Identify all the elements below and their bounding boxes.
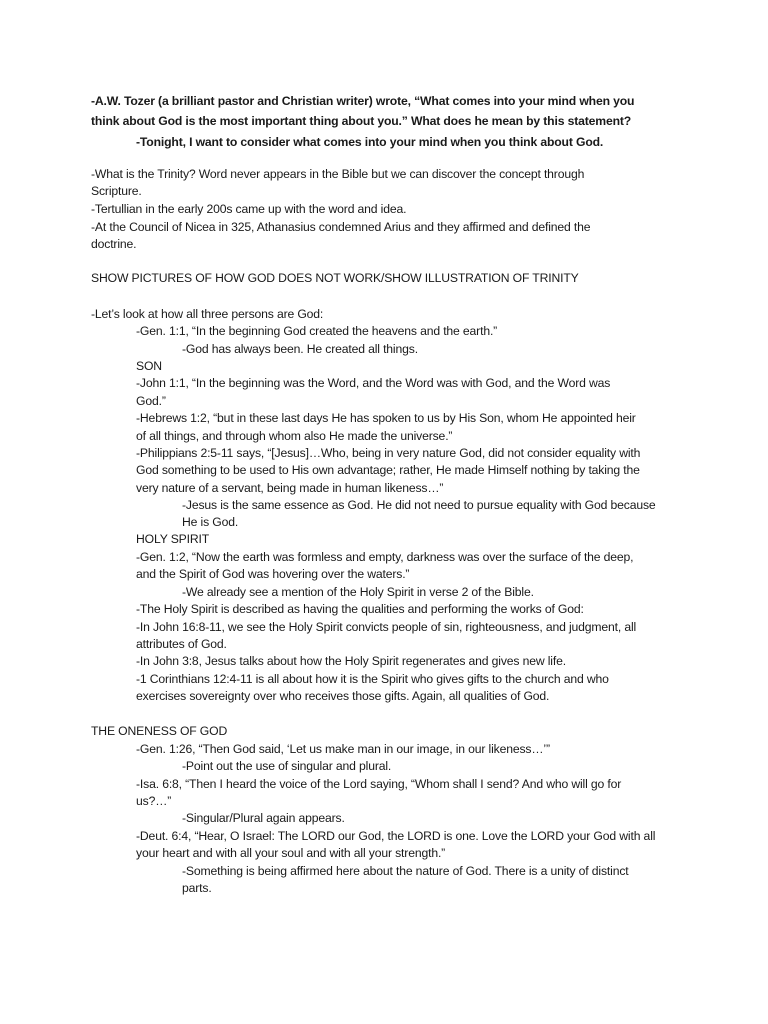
singular-plural-line: -Point out the use of singular and plural. [182,759,392,773]
gen-1-2-line-1: -Gen. 1:2, “Now the earth was formless and empty, darkness was over the surface of the deep, [136,550,634,564]
philippians-line-2: God something to be used to His own advantage; rather, He made Himself nothing by taking the [136,463,640,477]
corinthians-line-2: exercises sovereignty over who receives those gifts. Again, all qualities of God. [136,689,550,703]
gen-1-26-line: -Gen. 1:26, “Then God said, ‘Let us make man in our image, in our likeness…’” [136,742,550,756]
trinity-question-line-2: Scripture. [91,184,142,198]
god-always-been-line: -God has always been. He created all things. [182,342,418,356]
philippians-line-3: very nature of a servant, being made in human likeness…” [136,481,444,495]
jesus-essence-line-1: -Jesus is the same essence as God. He did not need to pursue equality with God because [182,498,656,512]
tozer-quote-line-2: think about God is the most important thing about you.” What does he mean by this statement? [91,114,632,128]
corinthians-line-1: -1 Corinthians 12:4-11 is all about how it is the Spirit who gives gifts to the church and who [136,672,609,686]
singular-plural-again-line: -Singular/Plural again appears. [182,811,345,825]
john-16-line-2: attributes of God. [136,637,227,651]
jesus-essence-line-2: He is God. [182,515,239,529]
holy-spirit-heading: HOLY SPIRIT [136,532,210,546]
trinity-question-line-1: -What is the Trinity? Word never appears in the Bible but we can discover the concept through [91,167,585,181]
philippians-line-1: -Philippians 2:5-11 says, “[Jesus]…Who, being in very nature God, did not consider equality with [136,446,641,460]
nicea-line-2: doctrine. [91,237,137,251]
unity-line-2: parts. [182,881,212,895]
unity-line-1: -Something is being affirmed here about the nature of God. There is a unity of distinct [182,864,629,878]
john-16-line-1: -In John 16:8-11, we see the Holy Spirit convicts people of sin, righteousness, and judgment, all [136,620,637,634]
gen-1-2-line-2: and the Spirit of God was hovering over the waters.” [136,567,410,581]
spirit-qualities-line: -The Holy Spirit is described as having the qualities and performing the works of God: [136,602,584,616]
john-1-1-line-2: God.” [136,394,166,408]
tertullian-line: -Tertullian in the early 200s came up with the word and idea. [91,202,407,216]
hebrews-line-2: of all things, and through whom also He made the universe.” [136,429,453,443]
three-persons-intro: -Let’s look at how all three persons are God: [91,307,324,321]
gen-1-1-line: -Gen. 1:1, “In the beginning God created the heavens and the earth.” [136,324,498,338]
tozer-quote-line-1: -A.W. Tozer (a brilliant pastor and Christian writer) wrote, “What comes into your mind when you [91,94,635,108]
isaiah-line-2: us?…” [136,794,172,808]
nicea-line-1: -At the Council of Nicea in 325, Athanasius condemned Arius and they affirmed and defined the [91,220,591,234]
verse-2-mention-line: -We already see a mention of the Holy Spirit in verse 2 of the Bible. [182,585,534,599]
oneness-heading: THE ONENESS OF GOD [91,724,228,738]
hebrews-line-1: -Hebrews 1:2, “but in these last days He has spoken to us by His Son, whom He appointed heir [136,411,636,425]
show-pictures-heading: SHOW PICTURES OF HOW GOD DOES NOT WORK/SHOW ILLUSTRATION OF TRINITY [91,271,579,285]
deut-line-1: -Deut. 6:4, “Hear, O Israel: The LORD our God, the LORD is one. Love the LORD your God with all [136,829,656,843]
son-heading: SON [136,359,162,373]
john-1-1-line-1: -John 1:1, “In the beginning was the Word, and the Word was with God, and the Word was [136,376,611,390]
isaiah-line-1: -Isa. 6:8, “Then I heard the voice of the Lord saying, “Whom shall I send? And who will go for [136,777,622,791]
tonight-line: -Tonight, I want to consider what comes into your mind when you think about God. [136,135,604,149]
john-3-8-line: -In John 3:8, Jesus talks about how the Holy Spirit regenerates and gives new life. [136,654,566,668]
deut-line-2: your heart and with all your soul and with all your strength.” [136,846,446,860]
